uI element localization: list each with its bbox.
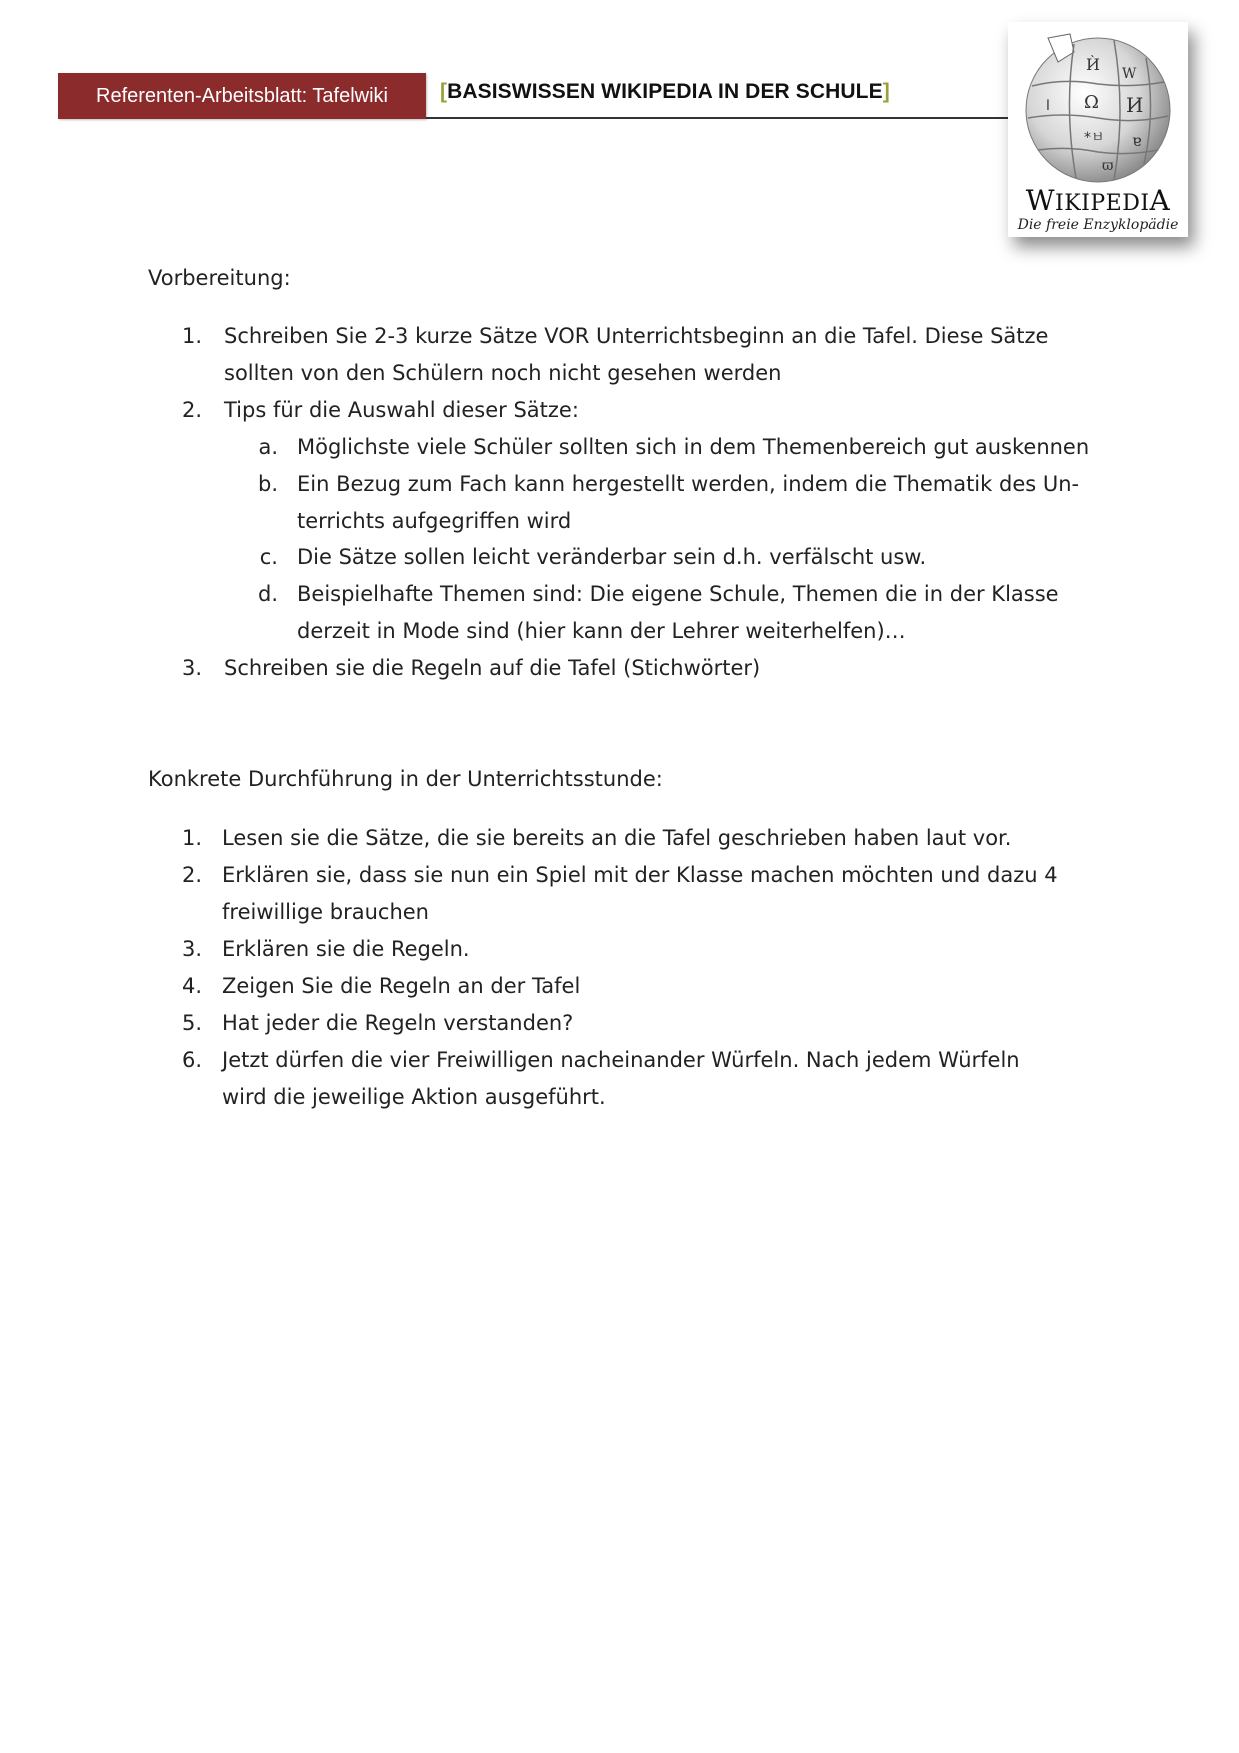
execution-heading: Konkrete Durchführung in der Unterrichtsstunde: — [148, 767, 663, 791]
svg-text:ϖ: ϖ — [1102, 158, 1114, 174]
svg-text:И: И — [1126, 93, 1144, 117]
list-letter: b. — [257, 472, 278, 496]
header-band — [58, 73, 426, 119]
title-text: BASISWISSEN WIKIPEDIA IN DER SCHULE — [447, 80, 883, 103]
list-letter: d. — [257, 582, 278, 606]
svg-text:ا: ا — [1046, 98, 1050, 114]
title-bracket-open: [ — [440, 80, 448, 103]
document-title — [440, 80, 890, 104]
list-number: 5. — [181, 1011, 202, 1035]
header-band-label: Referenten-Arbeitsblatt: Tafelwiki — [96, 84, 388, 107]
list-number: 3. — [181, 937, 202, 961]
list-number: 1. — [181, 324, 202, 348]
list-number: 2. — [181, 863, 202, 887]
logo-tagline: Die freie Enzyklopädie — [1017, 217, 1179, 233]
list-number: 3. — [181, 656, 202, 680]
svg-text:W: W — [1122, 66, 1137, 82]
list-number: 2. — [181, 398, 202, 422]
logo-wordmark: WIKIPEDIA — [1025, 184, 1171, 217]
wikipedia-puzzle-globe-icon — [1014, 26, 1182, 186]
svg-text:ɐ: ɐ — [1132, 131, 1142, 150]
svg-text:*ㅂ: *ㅂ — [1084, 130, 1105, 146]
svg-text:Ω: Ω — [1084, 92, 1099, 113]
wikipedia-logo — [1008, 22, 1188, 237]
list-number: 1. — [181, 826, 202, 850]
list-letter: c. — [259, 545, 278, 569]
title-bracket-close: ] — [882, 80, 890, 103]
preparation-heading: Vorbereitung: — [148, 266, 291, 290]
list-number: 6. — [181, 1048, 202, 1072]
list-number: 4. — [181, 974, 202, 998]
svg-text:Ѝ: Ѝ — [1086, 55, 1100, 74]
list-letter: a. — [258, 435, 278, 459]
header-divider — [426, 117, 1014, 119]
